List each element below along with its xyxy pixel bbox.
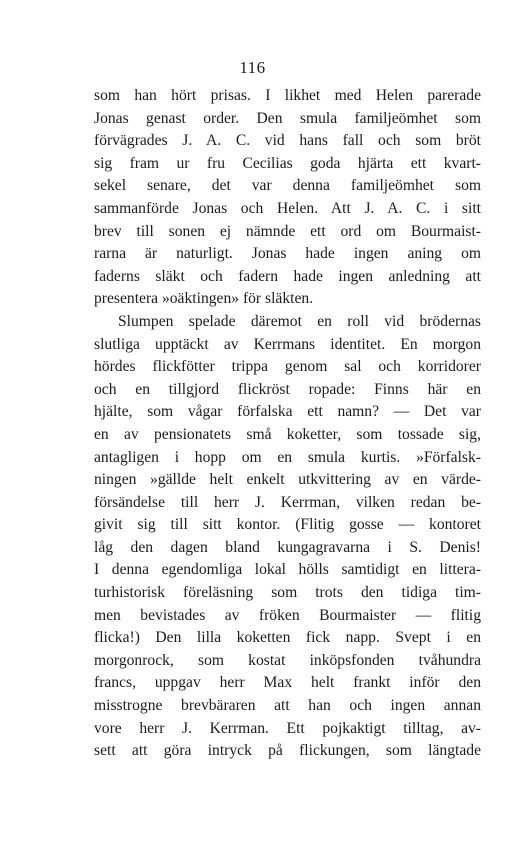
paragraph-end-line: presentera »oäktingen» för släkten.	[94, 290, 314, 308]
text-line: sett att göra intryck på flickungen, som längtade	[94, 742, 481, 760]
text-line: faderns släkt och fadern hade ingen anledning att	[94, 267, 481, 285]
text-line: francs, uppgav herr Max helt frankt inför den	[94, 674, 481, 692]
body-text	[94, 85, 481, 763]
text-line: vore herr J. Kerrman. Ett pojkaktigt tilltag, av-	[94, 719, 481, 737]
text-line: Jonas genast order. Den smula familjeömhet som	[94, 109, 481, 127]
text-line: hördes flickfötter trippa genom sal och korridorer	[94, 358, 481, 376]
paragraph-start-line: Slumpen spelade däremot en roll vid brödernas	[118, 312, 481, 330]
text-line: men bevistades av fröken Bourmaister — flitig	[94, 606, 481, 624]
text-line: förvägrades J. A. C. vid hans fall och som bröt	[94, 132, 481, 150]
text-line: en av pensionatets små koketter, som tossade sig,	[94, 425, 481, 443]
text-line: försändelse till herr J. Kerrman, vilken redan be-	[94, 493, 481, 511]
text-line: antagligen i hopp om en smula kurtis. »Förfalsk-	[94, 448, 481, 466]
text-line: sekel senare, det var denna familjeömhet som	[94, 177, 481, 195]
text-line: hjälte, som vågar förfalska ett namn? — Det var	[94, 403, 481, 421]
text-line: sig fram ur fru Cecilias goda hjärta ett kvart-	[94, 154, 481, 172]
text-line: turhistorisk föreläsning som trots den tidiga tim-	[94, 584, 481, 602]
text-line: brev till sonen ej nämnde ett ord om Bourmaist-	[94, 222, 481, 240]
text-line: givit sig till sitt kontor. (Flitig gosse — kontoret	[94, 516, 481, 534]
text-line: och en tillgjord flickröst ropade: Finns här en	[94, 380, 481, 398]
text-line: som han hört prisas. I likhet med Helen parerade	[94, 87, 481, 104]
text-line: I denna egendomliga lokal hölls samtidigt en littera-	[94, 561, 481, 579]
text-line: rarna är naturligt. Jonas hade ingen aning om	[94, 245, 481, 263]
text-line: slutliga upptäckt av Kerrmans identitet. En morgon	[94, 335, 481, 353]
text-line: flicka!) Den lilla koketten fick napp. Svept i en	[94, 629, 481, 647]
page-number: 116	[239, 58, 266, 77]
text-line: låg den dagen bland kungagravarna i S. Denis!	[94, 538, 481, 556]
text-line: ningen »gällde helt enkelt utkvittering av en värde-	[94, 471, 481, 489]
text-line: sammanförde Jonas och Helen. Att J. A. C. i sitt	[94, 199, 481, 217]
text-line: misstrogne brevbäraren att han och ingen annan	[94, 697, 481, 715]
text-line: morgonrock, som kostat inköpsfonden tvåhundra	[94, 651, 481, 669]
